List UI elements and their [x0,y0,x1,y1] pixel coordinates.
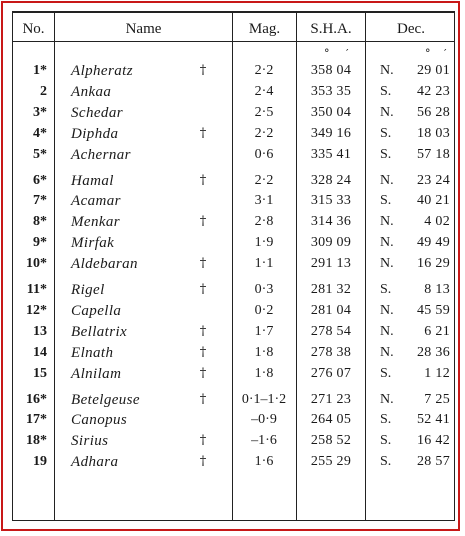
declination-sign: N. [380,344,394,360]
magnitude: 2·2 [254,63,274,78]
row-number: 3* [33,104,47,120]
declination-value: 16 29 [417,256,450,272]
star-name: Ankaa [71,83,112,100]
sha-value: 291 13 [310,256,352,272]
declination-value: 8 13 [424,282,450,297]
row-number: 1* [33,63,47,78]
declination-sign: S. [380,412,392,428]
row-number: 16* [26,391,47,407]
magnitude: 2·2 [254,125,274,141]
magnitude: 1·1 [254,256,274,272]
magnitude: 2·2 [254,172,274,188]
star-name: Adhara [71,454,119,471]
star-table [12,11,455,521]
table-top-rule [12,11,455,13]
declination-value: 29 01 [417,63,450,78]
sha-value: 314 36 [310,214,352,230]
row-number: 2 [40,83,47,99]
sha-value: 281 32 [310,282,352,297]
dagger-mark: † [199,344,207,360]
header-sha: S.H.A. [310,21,352,37]
declination-value: 56 28 [417,104,450,120]
declination-sign: S. [380,83,392,99]
row-number: 17* [26,412,47,428]
dagger-mark: † [199,391,207,407]
sha-value: 255 29 [310,454,352,470]
sha-value: 358 04 [310,63,352,78]
header-name: Name [125,21,162,37]
screenshot-frame [1,1,460,531]
header-mag: Mag. [248,21,281,37]
sha-value: 264 05 [310,412,352,428]
row-number: 5* [33,146,47,162]
magnitude: 1·6 [254,454,274,470]
dagger-mark: † [199,256,207,272]
magnitude: 3·1 [254,193,274,209]
sha-value: 315 33 [310,193,352,209]
declination-sign: N. [380,172,394,188]
row-number: 8* [33,214,47,230]
declination-sign: N. [380,256,394,272]
declination-sign: S. [380,282,392,297]
star-name: Betelgeuse [71,391,140,408]
magnitude: 0·2 [254,302,274,318]
sha-value: 258 52 [310,433,352,449]
declination-value: 40 21 [417,193,450,209]
magnitude: –1·6 [251,433,277,449]
row-number: 6* [33,172,47,188]
star-name: Menkar [71,214,121,231]
magnitude: 0·1–1·2 [241,391,287,407]
sha-value: 309 09 [310,235,352,251]
star-name: Mirfak [71,235,115,252]
magnitude: 1·9 [254,235,274,251]
declination-value: 18 03 [417,125,450,141]
sha-value: 276 07 [310,365,352,381]
declination-value: 16 42 [417,433,450,449]
magnitude: 2·5 [254,104,274,120]
declination-sign: N. [380,323,394,339]
row-number: 15 [33,365,47,381]
row-number: 11* [26,282,47,297]
star-name: Sirius [71,433,109,450]
declination-sign: S. [380,193,392,209]
dagger-mark: † [199,125,207,141]
declination-value: 42 23 [417,83,450,99]
sha-value: 281 04 [310,302,352,318]
declination-value: 4 02 [424,214,450,230]
star-name: Aldebaran [71,256,138,273]
star-name: Bellatrix [71,323,128,340]
dec-degree-unit: ° [425,47,431,60]
star-name: Hamal [71,172,114,189]
star-name: Schedar [71,104,123,121]
row-number: 19 [33,454,47,470]
declination-value: 45 59 [417,302,450,318]
dagger-mark: † [199,172,207,188]
dec-minute-unit: ′ [444,47,447,60]
magnitude: 2·8 [254,214,274,230]
star-name: Achernar [71,146,131,163]
star-name: Diphda [71,125,119,142]
magnitude: 1·8 [254,344,274,360]
declination-sign: N. [380,214,394,230]
declination-sign: N. [380,235,394,251]
dagger-mark: † [199,63,207,78]
declination-value: 28 57 [417,454,450,470]
row-number: 14 [33,344,47,360]
sha-value: 328 24 [310,172,352,188]
row-number: 4* [33,125,47,141]
sha-value: 349 16 [310,125,352,141]
declination-value: 6 21 [424,323,450,339]
declination-sign: N. [380,391,394,407]
star-name: Acamar [71,193,121,210]
magnitude: –0·9 [251,412,277,428]
dagger-mark: † [199,282,207,297]
sha-value: 278 38 [310,344,352,360]
magnitude: 1·7 [254,323,274,339]
star-name: Capella [71,302,122,319]
header-no: No. [22,21,45,37]
sha-value: 271 23 [310,391,352,407]
column-divider-no [54,11,55,520]
row-number: 9* [33,235,47,251]
magnitude: 0·6 [254,146,274,162]
header-dec: Dec. [397,21,425,37]
row-number: 10* [26,256,47,272]
declination-value: 52 41 [417,412,450,428]
sha-value: 278 54 [310,323,352,339]
sha-value: 350 04 [310,104,352,120]
declination-sign: S. [380,433,392,449]
row-number: 18* [26,433,47,449]
dagger-mark: † [199,365,207,381]
declination-value: 28 36 [417,344,450,360]
dagger-mark: † [199,433,207,449]
star-name: Alpheratz [71,63,133,79]
declination-sign: S. [380,454,392,470]
magnitude: 2·4 [254,83,274,99]
column-divider-sha [365,11,366,520]
declination-sign: S. [380,146,392,162]
declination-value: 7 25 [424,391,450,407]
star-name: Canopus [71,412,128,429]
declination-sign: S. [380,125,392,141]
sha-value: 353 35 [310,83,352,99]
row-number: 13 [33,323,47,339]
sha-degree-unit: ° [324,47,330,60]
dagger-mark: † [199,454,207,470]
declination-sign: N. [380,63,394,78]
declination-sign: N. [380,302,394,318]
sha-value: 335 41 [310,146,352,162]
magnitude: 0·3 [254,282,274,297]
star-name: Alnilam [71,365,122,382]
star-name: Rigel [71,282,105,298]
row-number: 7* [33,193,47,209]
declination-sign: S. [380,365,392,381]
sha-minute-unit: ′ [346,47,349,60]
declination-sign: N. [380,104,394,120]
header-rule [13,41,454,42]
declination-value: 49 49 [417,235,450,251]
star-name: Elnath [71,344,114,361]
dagger-mark: † [199,323,207,339]
declination-value: 23 24 [417,172,450,188]
declination-value: 1 12 [424,365,450,381]
dagger-mark: † [199,214,207,230]
magnitude: 1·8 [254,365,274,381]
declination-value: 57 18 [417,146,450,162]
row-number: 12* [26,302,47,318]
